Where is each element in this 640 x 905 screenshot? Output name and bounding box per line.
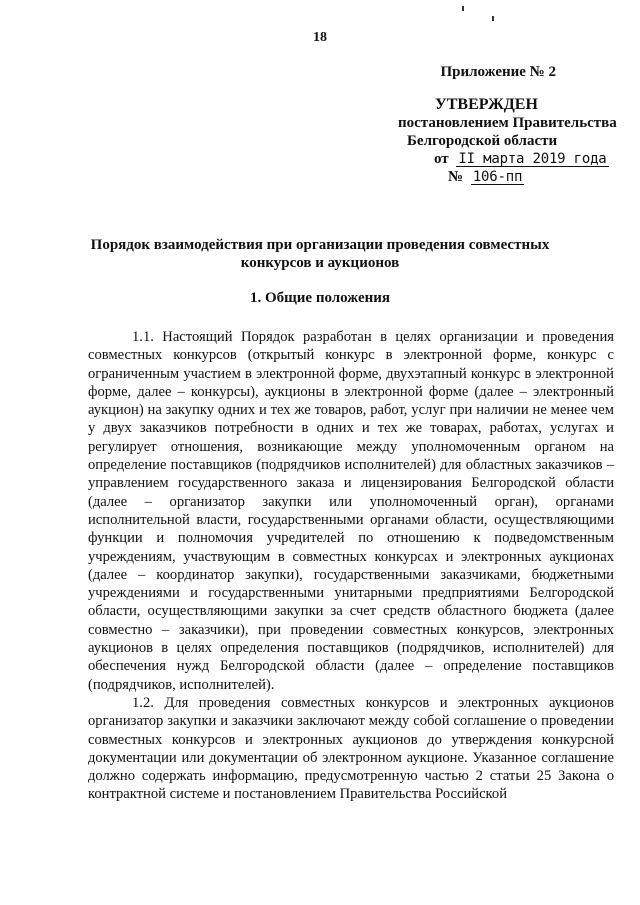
annex-heading: Приложение № 2 <box>440 64 556 80</box>
document-title <box>0 236 640 272</box>
body-text <box>88 328 614 804</box>
approval-date-line <box>434 150 620 168</box>
approval-number-line <box>448 168 620 186</box>
approved-region: Белгородской области <box>407 133 558 149</box>
paragraph-1-2: 1.2. Для проведения совместных конкурсов и электронных аукционов организатор закупки и заказчики заключают между собой соглашение о проведении совместных конкурсов и электронных аукционов до утверждения конкурсной документации или документации об электронном аукционе. Указанное соглашение должно содержать информацию, предусмотренную частью 2 статьи 25 Закона о контрактной системе и постановлением Правительства Российской <box>88 694 614 803</box>
approved-label: УТВЕРЖДЕН <box>435 96 538 113</box>
date-prefix: от <box>434 151 449 167</box>
title-line-2: конкурсов и аукционов <box>240 255 400 271</box>
section-title: 1. Общие положения <box>249 290 391 306</box>
title-line-1: Порядок взаимодействия при организации проведения совместных <box>90 237 550 253</box>
approved-by: постановлением Правительства <box>398 115 617 131</box>
approval-block <box>380 96 620 186</box>
approval-number: 106-пп <box>472 169 523 185</box>
page-number: 18 <box>313 30 327 45</box>
scan-mark <box>492 16 494 21</box>
paragraph-1-1: 1.1. Настоящий Порядок разработан в целях организации и проведения совместных конкурсов (открытый конкурс в электронной форме, конкурс с ограниченным участием в электронной форме, двухэтапный конкурс в электронной форме, далее – конкурсы), аукционы в электронной форме (далее – электронный аукцион) на закупку одних и тех же товаров, работ, услуг при наличии не менее чем у двух заказчиков потребности в одних и тех же товарах, работах, услугах и регулирует отношения, возникающие между уполномоченным органом на определение поставщиков (подрядчиков исполнителей) для областных заказчиков – управлением государственного заказа и лицензирования Белгородской области (далее – организатор закупки или уполномоченный орган), органами исполнительной власти, государственными органами области, осуществляющими функции и полномочия учредителей по отношению к подведомственным учреждениям, участвующим в совместных конкурсах и электронных аукционах (далее – координатор закупки), государственными заказчиками, бюджетными учреждениями и государственными унитарными предприятиями Белгородской области, осуществляющими закупки за счет средств областного бюджета (далее совместно – заказчики), при проведении совместных конкурсов, электронных аукционов в целях определения поставщиков (подрядчиков, исполнителей) для обеспечения нужд Белгородской области (далее – определение поставщиков (подрядчиков, исполнителей). <box>88 329 614 693</box>
scan-mark <box>462 6 464 11</box>
number-prefix: № <box>448 169 464 185</box>
approval-date: II марта 2019 года <box>458 151 607 167</box>
